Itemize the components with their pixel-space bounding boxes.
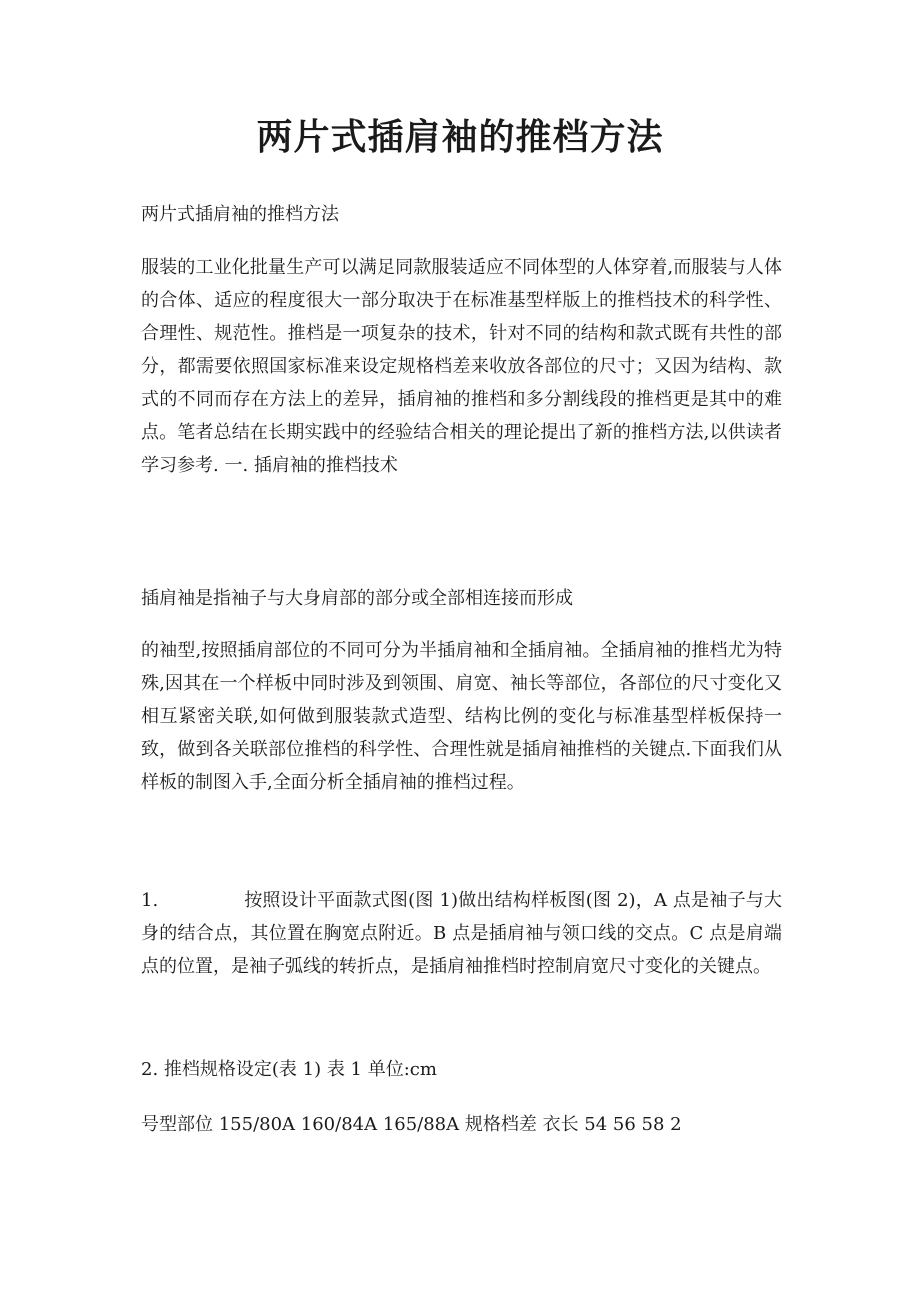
intro-paragraph: 服装的工业化批量生产可以满足同款服装适应不同体型的人体穿着,而服装与人体的合体、适应的程度很大一部分取决于在标准基型样版上的推档技术的科学性、合理性、规范性。推档是一项复杂的技术，针对不同的结构和款式既有共性的部分，都需要依照国家标准来设定规格档差来收放各部位的尺寸；又因为结构、款式的不同而存在方法上的差异，插肩袖的推档和多分割线段的推档更是其中的难点。笔者总结在长期实践中的经验结合相关的理论提出了新的推档方法,以供读者学习参考. 一. 插肩袖的推档技术	[141, 257, 782, 476]
raglan-definition-paragraph: 插肩袖是指袖子与大身肩部的部分或全部相连接而形成	[141, 588, 573, 609]
step-2-paragraph: 2. 推档规格设定(表 1) 表 1 单位:cm	[141, 1059, 437, 1080]
step-1-number: 1.	[141, 890, 159, 911]
step-1-paragraph	[141, 884, 782, 983]
document-title: 两片式插肩袖的推档方法	[256, 117, 664, 158]
document-subtitle: 两片式插肩袖的推档方法	[141, 204, 339, 225]
step-1-text: 按照设计平面款式图(图 1)做出结构样板图(图 2)，A 点是袖子与大身的结合点，其位置在胸宽点附近。B 点是插肩袖与领口线的交点。C 点是肩端点的位置，是袖子弧线的转折点，是插肩袖推档时控制肩宽尺寸变化的关键点。	[141, 890, 782, 977]
size-table-row: 号型部位 155/80A 160/84A 165/88A 规格档差 衣长 54 56 58 2	[141, 1114, 682, 1135]
raglan-detail-paragraph: 的袖型,按照插肩部位的不同可分为半插肩袖和全插肩袖。全插肩袖的推档尤为特殊,因其在一个样板中同时涉及到领围、肩宽、袖长等部位，各部位的尺寸变化又相互紧密关联,如何做到服装款式造型、结构比例的变化与标准基型样板保持一致，做到各关联部位推档的科学性、合理性就是插肩袖推档的关键点.下面我们从样板的制图入手,全面分析全插肩袖的推档过程。	[141, 640, 782, 793]
